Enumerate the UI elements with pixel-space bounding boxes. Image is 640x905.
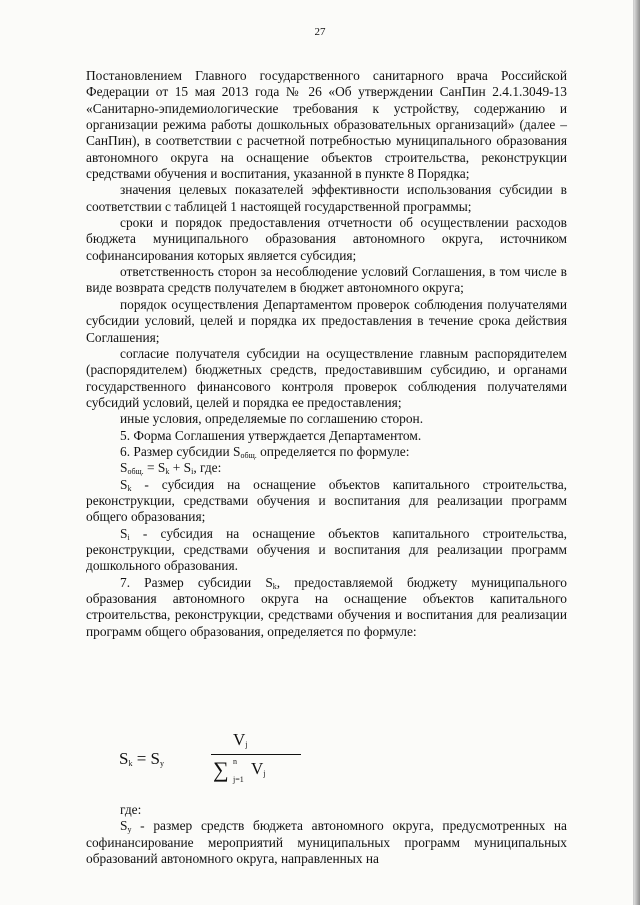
denominator-term: $V_j$ [251,759,266,778]
sum-symbol: ∑ [213,757,229,782]
paragraph-item-5: 5. Форма Соглашения утверждается Департаментом. [120,427,422,443]
paragraph-item-7: 7. Размер субсидии $S_k$, предоставляемой бюджету муниципального образования автономного округа на оснащение объектов капитального строительства, реконструкции, средствами обучения и воспитания для реализации программ общего образования, определяется по формуле: [86,574,567,639]
paragraph-responsibility: ответственность сторон за несоблюдение условий Соглашения, в том числе в виде возврата средств получателем в бюджет автономного округа; [86,264,567,296]
paragraph-other-conditions: иные условия, определяемые по соглашению сторон. [120,411,424,427]
formula-lhs: $S_k = S_y$ [119,749,165,768]
document-body-continued [86,802,567,867]
paragraph-inspection: порядок осуществления Департаментом проверок соблюдения получателями субсидии условий, целей и порядка их предоставления в течение срока действия Соглашения; [86,296,567,345]
formula-denominator [213,757,266,784]
document-body [86,68,567,640]
fraction-bar [211,754,301,755]
paragraph-item-6: 6. Размер субсидии $S_{общ.}$ определяется по формуле: [120,443,410,460]
sum-upper-limit: n [233,757,237,766]
formula-numerator: $V_j$ [233,730,248,749]
paragraph-target-indicators: значения целевых показателей эффективности использования субсидии в соответствии с таблицей 1 настоящей государственной программы; [86,182,567,214]
page-edge [634,0,640,905]
paragraph-sanpin: Постановлением Главного государственного санитарного врача Российской Федерации от 15 мая 2013 года № 26 «Об утверждении СанПин 2.4.1.3049-13 «Санитарно-эпидемиологические требования к устройству, содержанию и организации режима работы дошкольных образовательных организаций» (далее – СанПин), в соответствии с расчетной потребностью муниципального образования автономного округа на оснащение объектов строительства, реконструкции средствами обучения и воспитания, указанной в пункте 8 Порядка; [86,68,567,182]
definition-si: $S_i$ - субсидия на оснащение объектов капитального строительства, реконструкции, средствами обучения и воспитания для реализации программ дошкольного образования. [86,525,567,574]
definition-sy: $S_y$ - размер средств бюджета автономного округа, предусмотренных на софинансирование мероприятий муниципальных программ муниципальных образований автономного округа, направленных на [86,818,567,867]
sum-lower-limit: j=1 [233,775,244,784]
formula-sk [119,728,379,788]
where-label: где: [120,802,142,817]
page-number: 27 [314,26,326,38]
paragraph-reporting: сроки и порядок предоставления отчетности об осуществлении расходов бюджета муниципального образования автономного округа, источником софинансирования которых является субсидия; [86,215,567,263]
formula-total-line: $S_{общ.} = S_k + S_i$, где: [120,460,222,477]
definition-sk: $S_k$ - субсидия на оснащение объектов капитального строительства, реконструкции, средствами обучения и воспитания для реализации программ общего образования; [86,476,567,525]
paragraph-consent: согласие получателя субсидии на осуществление главным распорядителем (распорядителем) бюджетных средств, предоставившим субсидию, и органами государственного финансового контроля проверок соблюдения получателями субсидий условий, целей и порядка ее предоставления; [86,345,567,410]
